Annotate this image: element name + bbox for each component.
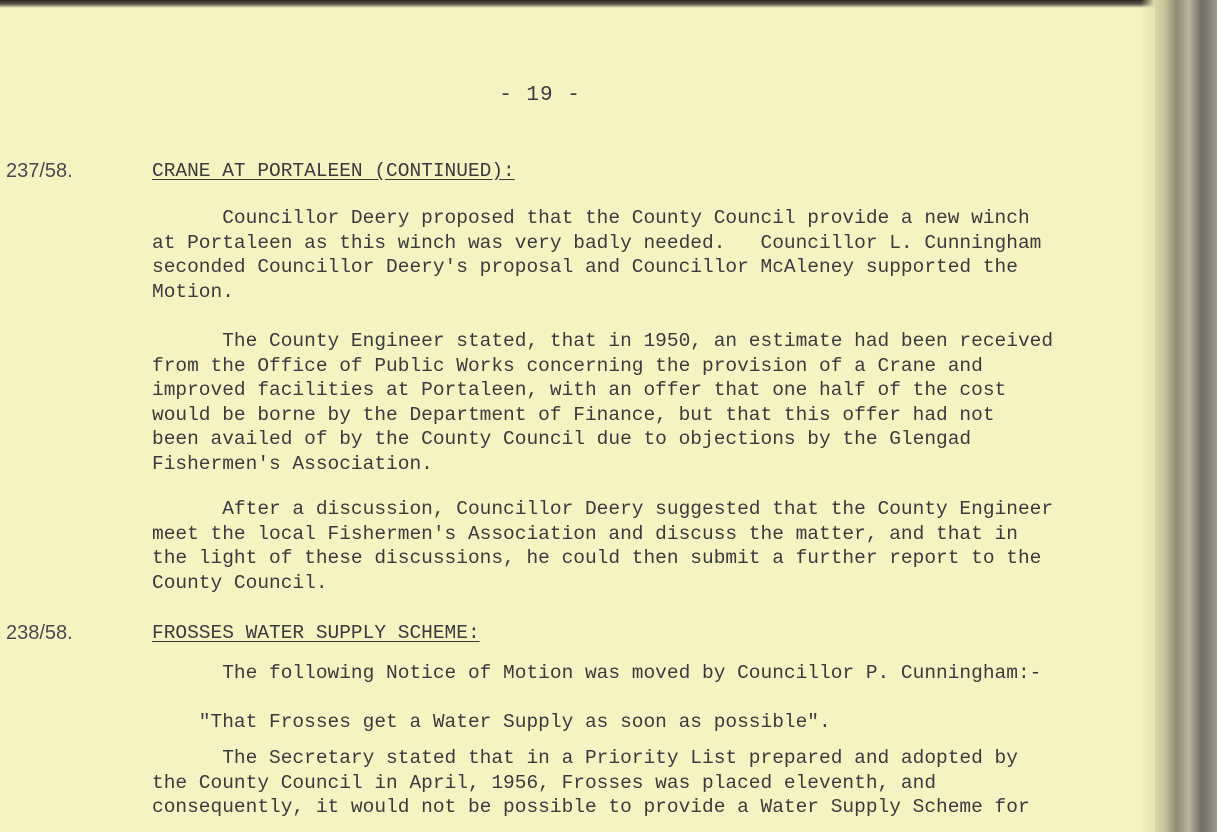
item-number-238: 238/58. — [6, 622, 73, 644]
binding-edge-shadow — [1141, 0, 1155, 832]
page-number: - 19 - — [499, 84, 581, 107]
page-top-shadow — [0, 0, 1217, 8]
paragraph-engineer-statement: The County Engineer stated, that in 1950, an estimate had been received from the Office of Public Works concerning the provision of a Crane and improved facilities at Portaleen, with an offer that one half of the cost would be borne by the Department of Finance, but that this offer had not been availed of by the County Council due to objections by the Glengad Fishermen's Association. — [152, 330, 1054, 475]
item-heading-237: CRANE AT PORTALEEN (CONTINUED): — [152, 160, 515, 182]
paragraph-secretary-statement: The Secretary stated that in a Priority List prepared and adopted by the County Council in April, 1956, Frosses was placed eleventh, and consequently, it would not be possible to provide a Water Supply Scheme for — [152, 747, 1030, 818]
item-heading-238: FROSSES WATER SUPPLY SCHEME: — [152, 622, 480, 644]
paragraph-motion-quote: "That Frosses get a Water Supply as soon as possible". — [152, 711, 831, 733]
paragraph-notice-of-motion: The following Notice of Motion was moved by Councillor P. Cunningham:- — [152, 662, 1042, 684]
paragraph-discussion: After a discussion, Councillor Deery suggested that the County Engineer meet the local Fishermen's Association and discuss the matter, and that in the light of these discussions, he could then submit a further report to the County Council. — [152, 498, 1054, 594]
book-binding — [1155, 0, 1217, 832]
paragraph-proposal: Councillor Deery proposed that the County Council provide a new winch at Portaleen as this winch was very badly needed. Councillor L. Cunningham seconded Councillor Deery's proposal and Councillor McAleney supported the Motion. — [152, 207, 1042, 303]
item-number-237: 237/58. — [6, 160, 73, 182]
